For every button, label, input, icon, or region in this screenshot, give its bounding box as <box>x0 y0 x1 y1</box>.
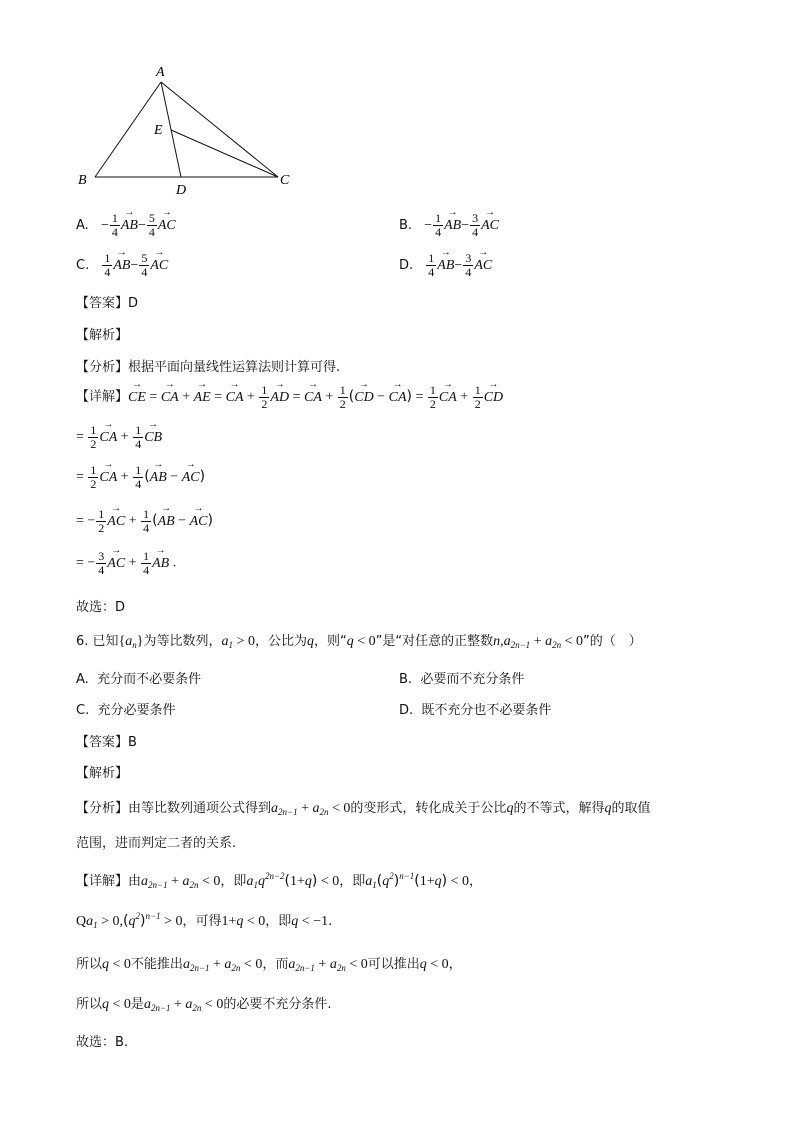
q5-fenxi: 【分析】根据平面向量线性运算法则计算可得. <box>76 360 341 375</box>
segment-ac <box>161 82 278 177</box>
q5-derivation-line-3: = $\frac{1}{2}$ → CA + $\frac{1}{4}$ (→ AB − → AC) <box>76 464 205 491</box>
q6-stem: 6. 已知$\{a_n\}$为等比数列，$a_1 > 0$，公比为q，则“q < 0”是“对任意的正整数$n,a_{2n-1} + a_{2n} < 0$”的（ ） <box>76 634 642 650</box>
q6-option-b[interactable]: B. 必要而不充分条件 <box>399 672 525 687</box>
q6-xiangjie-line-2: $Qa_1 > 0,(q^2)^{n-1} > 0$，可得1+q < 0，即q < −1. <box>76 911 333 930</box>
q6-answer: 【答案】B <box>76 735 137 750</box>
q5-option-b[interactable]: B. − $\frac{1}{4}$ → AB− $\frac{3}{4}$ → AC <box>399 212 499 239</box>
q5-choose: 故选：D <box>76 600 126 615</box>
q5-option-c[interactable]: C. $\frac{1}{4}$ → AB− $\frac{5}{4}$ → AC <box>76 252 168 279</box>
q5-analysis-heading: 【解析】 <box>76 328 129 343</box>
q5-derivation-line-2: = $\frac{1}{2}$ → CA + $\frac{1}{4}$ → CB <box>76 424 162 451</box>
q5-option-d[interactable]: D. $\frac{1}{4}$ → AB− $\frac{3}{4}$ → AC <box>399 252 492 279</box>
q5-derivation-line-4: = − $\frac{1}{2}$ → AC + $\frac{1}{4}$ (→ AB − → AC) <box>76 508 213 535</box>
q6-option-a[interactable]: A. 充分而不必要条件 <box>76 672 202 687</box>
label-d: D <box>176 183 187 198</box>
q6-xiangjie-line-3: 所以q < 0不能推出$a_{2n-1} + a_{2n} < 0$，而$a_{2n-1} + a_{2n} < 0$可以推出q < 0， <box>76 957 462 973</box>
q6-choose: 故选：B. <box>76 1035 129 1050</box>
q5-derivation-line-1: 【详解】→ CE = → CA + → AE = → CA + $\frac{1}{2}$ → AD = → CA + $\frac{1}{2}$ (→ CD − → CA) = $\frac{1}{2}$ → CA + $\frac{1}{2}$ → CD <box>76 384 503 411</box>
q6-analysis-heading: 【解析】 <box>76 766 129 781</box>
label-c: C <box>280 173 290 188</box>
q5-derivation-line-5: = − $\frac{3}{4}$ → AC + $\frac{1}{4}$ → AB . <box>76 550 176 577</box>
triangle-figure <box>70 60 310 200</box>
q6-option-c[interactable]: C. 充分必要条件 <box>76 703 176 718</box>
fraction: $\frac{1}{4}$ <box>111 211 118 239</box>
q5-option-a[interactable]: A. − $\frac{1}{4}$ → AB− $\frac{5}{4}$ → AC <box>76 212 176 239</box>
q6-option-d[interactable]: D. 既不充分也不必要条件 <box>399 703 552 718</box>
q6-fenxi-line-1: 【分析】由等比数列通项公式得到$a_{2n-1} + a_{2n} < 0$的变形式，转化成关于公比q的不等式，解得q的取值 <box>76 801 651 817</box>
q6-xiangjie-line-4: 所以q < 0是$a_{2n-1} + a_{2n} < 0$的必要不充分条件. <box>76 997 332 1013</box>
label-a: A <box>156 65 165 80</box>
label-b: B <box>78 173 87 188</box>
label-e: E <box>154 123 163 138</box>
q6-xiangjie-line-1: 【详解】由$a_{2n-1} + a_{2n} < 0$，即$a_1q^{2n-2}(1+q) < 0$，即$a_1(q^2)^{n-1}(1+q) < 0$， <box>76 871 483 890</box>
segment-ab <box>95 82 161 177</box>
q6-fenxi-line-2: 范围，进而判定二者的关系. <box>76 836 237 851</box>
segment-ec <box>171 130 278 177</box>
q5-answer: 【答案】D <box>76 296 139 311</box>
